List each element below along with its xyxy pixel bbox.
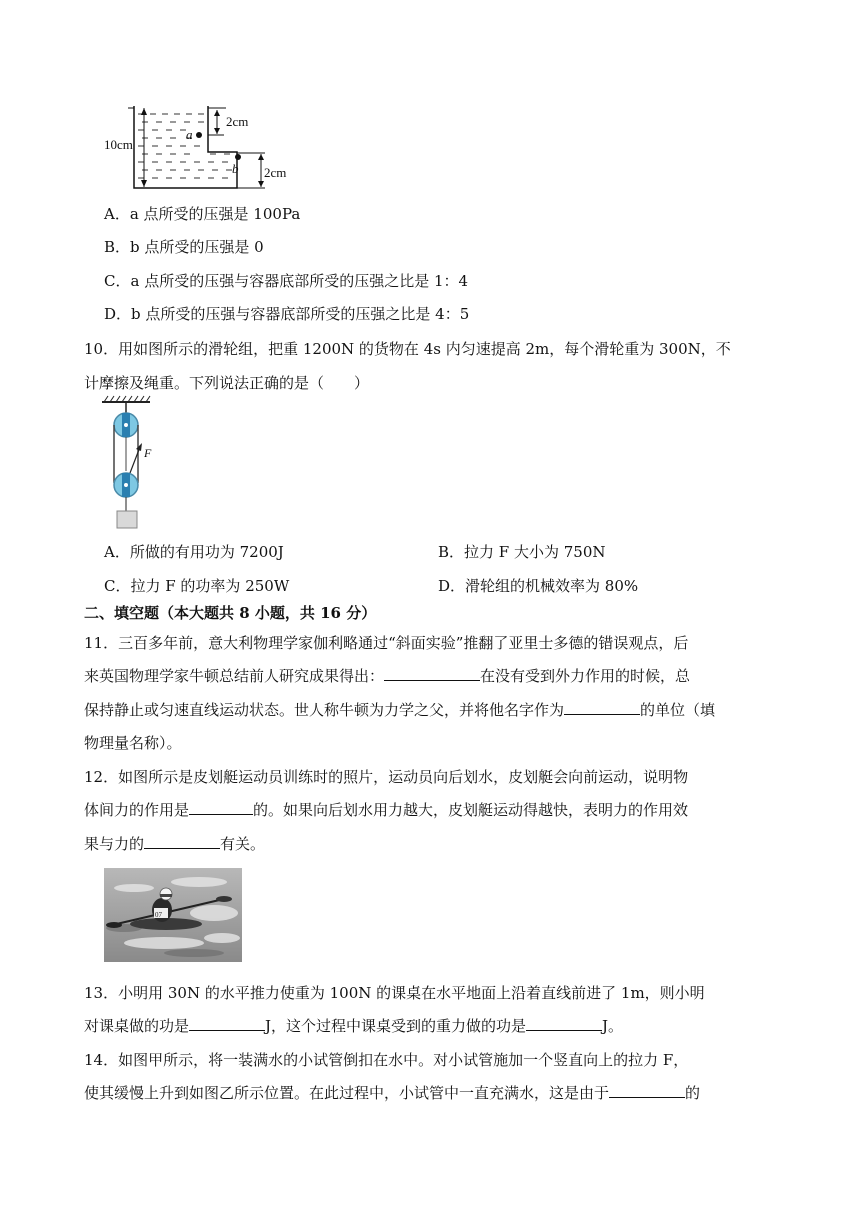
b-height-label: 2cm [264,165,287,180]
point-a-label: a [186,127,193,142]
q9-option-b[interactable]: B．b 点所受的压强是 0 [104,238,264,256]
q12-line3-part2: 有关。 [220,835,266,853]
q11-blank1[interactable] [384,665,480,681]
force-f-label: F [144,446,152,460]
q13-line2-part3: J。 [602,1017,624,1035]
height-label: 10cm [104,137,133,152]
water-hatching [138,114,232,178]
point-b-label: b [232,161,239,176]
q11-line3-part2: 的单位（填 [640,701,716,719]
q13-line2-part2: J，这个过程中课桌受到的重力做的功是 [265,1017,527,1035]
q10-text-line2: 计摩擦及绳重。下列说法正确的是（ ） [84,374,370,392]
q11-text-line2 [84,665,690,686]
point-b [235,154,241,160]
q14-blank1[interactable] [609,1082,685,1098]
q12-line2-part1: 体间力的作用是 [84,801,190,819]
q12-line2-part2: 的。如果向后划水用力越大，皮划艇运动得越快，表明力的作用效 [253,801,689,819]
q11-blank2[interactable] [564,699,640,715]
q13-blank2[interactable] [526,1015,602,1031]
q13-blank1[interactable] [189,1015,265,1031]
q12-blank2[interactable] [144,833,220,849]
kayak-photo [104,868,242,962]
q11-line2-part1: 来英国物理学家牛顿总结前人研究成果得出： [84,667,385,685]
q11-line3-part1: 保持静止或匀速直线运动状态。世人称牛顿为力学之父，并将他名字作为 [84,701,565,719]
container-outline [134,106,237,188]
q14-line2-part2: 的 [685,1084,701,1102]
q10-text-line1: 10．用如图所示的滑轮组，把重 1200N 的货物在 4s 内匀速提高 2m，每个滑轮重为 300N，不 [84,340,731,358]
q9-option-a[interactable]: A．a 点所受的压强是 100Pa [104,205,301,223]
q10-option-d[interactable]: D．滑轮组的机械效率为 80% [438,577,639,595]
q11-text-line4: 物理量名称）。 [84,734,182,752]
q11-text-line1: 11．三百多年前，意大利物理学家伽利略通过“斜面实验”推翻了亚里士多德的错误观点，后 [84,634,689,652]
q11-line2-part2: 在没有受到外力作用的时候，总 [480,667,691,685]
q9-container-figure [100,100,300,195]
q12-text-line1: 12．如图所示是皮划艇运动员训练时的照片，运动员向后划水，皮划艇会向前运动，说明物 [84,768,689,786]
pulley-figure [100,395,160,530]
q12-text-line2 [84,799,688,820]
q13-text-line2 [84,1015,623,1036]
q14-text-line2 [84,1082,700,1103]
q11-text-line3 [84,699,715,720]
svg-text:07: 07 [155,911,162,919]
load-block [117,511,137,528]
section-title: 二、填空题（本大题共 8 小题，共 16 分） [84,604,377,622]
q10-option-b[interactable]: B．拉力 F 大小为 750N [438,543,606,561]
q12-text-line3 [84,833,265,854]
point-a [196,132,202,138]
q12-line3-part1: 果与力的 [84,835,145,853]
q14-text-line1: 14．如图甲所示，将一装满水的小试管倒扣在水中。对小试管施加一个竖直向上的拉力 F， [84,1051,689,1069]
q9-option-c[interactable]: C．a 点所受的压强与容器底部所受的压强之比是 1：4 [104,272,469,290]
a-depth-label: 2cm [226,114,249,129]
q9-option-d[interactable]: D．b 点所受的压强与容器底部所受的压强之比是 4：5 [104,305,470,323]
q10-option-c[interactable]: C．拉力 F 的功率为 250W [104,577,290,595]
q10-option-a[interactable]: A．所做的有用功为 7200J [104,543,284,561]
q13-line2-part1: 对课桌做的功是 [84,1017,190,1035]
q13-text-line1: 13．小明用 30N 的水平推力使重为 100N 的课桌在水平地面上沿着直线前进了 1m，则小明 [84,984,705,1002]
q12-blank1[interactable] [189,799,253,815]
q14-line2-part1: 使其缓慢上升到如图乙所示位置。在此过程中，小试管中一直充满水，这是由于 [84,1084,610,1102]
